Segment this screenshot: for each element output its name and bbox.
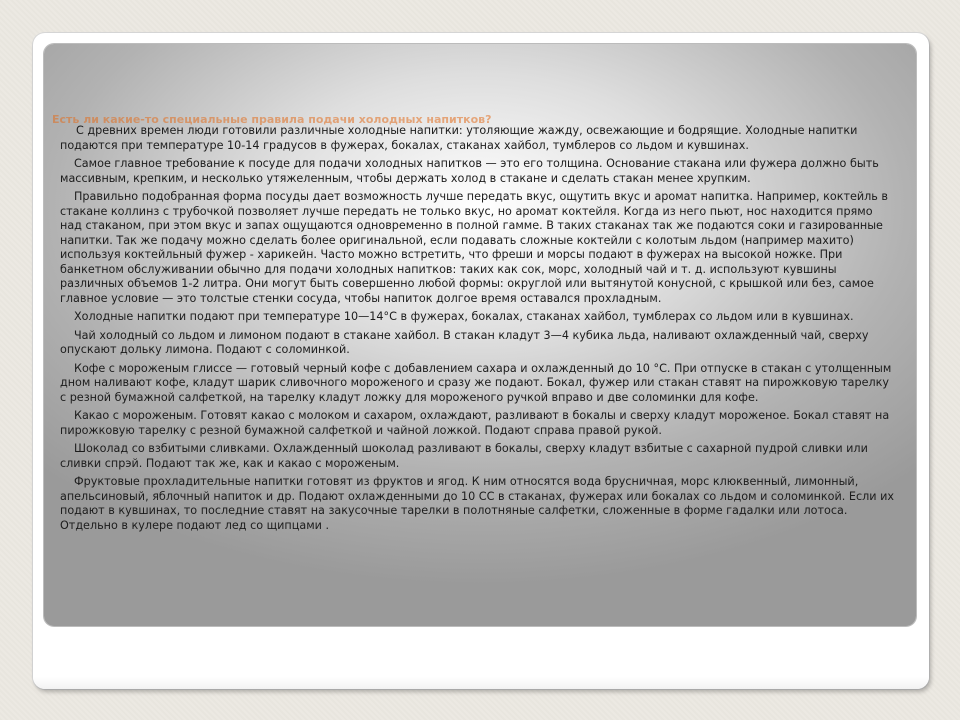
paragraph-glass-thickness: Самое главное требование к посуде для подачи холодных напитков — это его толщина. Основание стакана или фужера должно быть массивным, крепким, и несколько утяжеленным, чтобы держать холод в стакане и сделать стакан менее хрупким. <box>60 157 879 185</box>
paragraph-chocolate-cream: Шоколад со взбитыми сливками. Охлажденный шоколад разливают в бокалы, сверху кладут взбитые с сахарной пудрой сливки или сливки спрэй. Подают так же, как и какао с мороженым. <box>60 442 868 470</box>
paragraph-fruit-drinks: Фруктовые прохладительные напитки готовят из фруктов и ягод. К ним относятся вода брусничная, морс клюквенный, лимонный, апельсиновый, яблочный напиток и др. Подают охлажденными до 10 СС в стаканах, фужерах или бокалах со льдом и соломинкой. Если их подают в кувшинах, то последние ставят на закусочные тарелки в полотняные салфетки, сложенные в форме гадалки или лотоса. Отдельно в кулере подают лед со щипцами . <box>60 475 894 532</box>
paragraph-intro: С древних времен люди готовили различные холодные напитки: утоляющие жажду, освежающие и бодрящие. Холодные напитки подаются при температуре 10-14 градусов в фужерах, бокалах, стаканах хайбол, тумблеров со льдом и кувшинах. <box>60 124 858 152</box>
paragraph-temperature: Холодные напитки подают при температуре 10—14°С в фужерах, бокалах, стаканах хайбол, тумблерах со льдом или в кувшинах. <box>74 310 854 323</box>
paragraph-cocoa-ice-cream: Какао с мороженым. Готовят какао с молоком и сахаром, охлаждают, разливают в бокалы и сверху кладут мороженое. Бокал ставят на пирожковую тарелку с резной бумажной салфеткой и чайной ложкой. Подают справа правой рукой. <box>60 409 890 437</box>
slide-title: Есть ли какие-то специальные правила подачи холодных напитков? <box>52 113 492 126</box>
paragraph-glass-shape: Правильно подобранная форма посуды дает возможность лучше передать вкус, ощутить вкус и аромат напитка. Например, коктейль в стакане коллинз с трубочкой позволяет лучше передать не только вкус, но аромат коктейля. Когда из него пьют, нос находится прямо над стаканом, при этом вкус и запах ощущаются одновременно в полной гамме. В таких стаканах так же подаются соки и газированные напитки. Так же подачу можно сделать более оригинальной, если подавать сложные коктейли с колотым льдом (например махито) используя коктейльный фужер - харикейн. Часто можно встретить, что фреши и морсы подают в фужерах на высокой ножке. При банкетном обслуживании обычно для подачи холодных напитков: таких как сок, морс, холодный чай и т. д. используют кувшины различных объемов 1-2 литра. Они могут быть совершенно любой формы: округлой или вытянутой конусной, с крышкой или без, самое главное условие — это толстые стенки сосуда, чтобы напиток долгое время оставался прохладным. <box>60 190 889 305</box>
slide-body <box>60 124 896 537</box>
paragraph-coffee-glace: Кофе с мороженым глиссе — готовый черный кофе с добавлением сахара и охлажденный до 10 °С. При отпуске в стакан с утолщенным дном наливают кофе, кладут шарик сливочного мороженого и сразу же подают. Бокал, фужер или стакан ставят на пирожковую тарелку с резной бумажной салфеткой, на тарелку кладут ложку для мороженого ручкой вправо и две соломинки для кофе. <box>60 361 892 404</box>
paragraph-iced-tea: Чай холодный со льдом и лимоном подают в стакане хайбол. В стакан кладут 3—4 кубика льда, наливают охлажденный чай, сверху опускают дольку лимона. Подают с соломинкой. <box>60 328 869 356</box>
slide-frame-bottom <box>33 677 929 689</box>
